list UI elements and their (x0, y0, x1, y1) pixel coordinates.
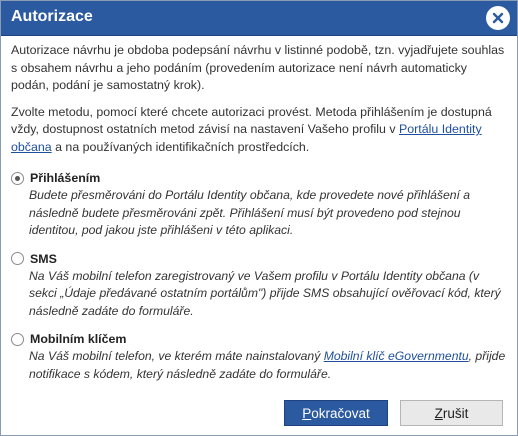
option-sms-label[interactable]: SMS (30, 251, 57, 266)
option-mobile-key-label[interactable]: Mobilním klíčem (30, 332, 127, 346)
option-login-label[interactable]: Přihlášením (30, 171, 101, 185)
dialog-content (11, 42, 505, 165)
close-icon (492, 12, 504, 24)
identity-portal-link[interactable]: Portálu Identity občana (11, 122, 482, 154)
cancel-button[interactable] (400, 400, 503, 426)
cancel-label-rest: rušit (442, 405, 469, 421)
option-sms-head[interactable] (11, 250, 507, 268)
continue-label-rest: okračovat (311, 405, 370, 421)
radio-sms[interactable] (11, 252, 24, 265)
option-mobile-key-description (29, 348, 507, 383)
option-login-head[interactable] (11, 169, 507, 187)
mobile-key-text-after-link: , přijde notifikace s kódem, který následně zadáte do formuláře. (29, 349, 506, 381)
intro-text-before-link: Zvolte metodu, pomocí které chcete autorizaci provést. Metoda přihlášením je dostupná vždy, dostupnost ostatních metod závisí na nastavení Vašeho profilu v (11, 104, 492, 136)
option-sms-description: Na Váš mobilní telefon zaregistrovaný ve Vašem profilu v Portálu Identity občana (v sekci „Údaje předávané ostatním portálům") přijde SMS obsahující ověřovací kód, který následně zadáte do formuláře. (29, 268, 501, 318)
continue-accesskey: P (302, 405, 312, 421)
dialog-titlebar (1, 1, 517, 36)
continue-button[interactable] (284, 400, 388, 426)
option-mobile-key-head[interactable] (11, 330, 507, 348)
mobile-key-link[interactable]: Mobilní klíč eGovernmentu (323, 349, 469, 363)
close-button[interactable] (486, 6, 510, 30)
option-mobile-key (11, 330, 507, 383)
intro-text-after-link: a na používaných identifikačních prostředcích. (51, 139, 310, 154)
dialog-title: Autorizace (11, 8, 93, 25)
option-sms (11, 250, 507, 321)
option-login-description: Budete přesměrováni do Portálu Identity občana, kde provedete nové přihlášení a následně budete přesměrováni zpět. Přihlášení musí být provedeno pod stejnou identitou, pod jakou jste přihlášeni v této aplikaci. (29, 188, 471, 237)
radio-login[interactable] (11, 172, 24, 185)
mobile-key-text-before-link: Na Váš mobilní telefon, ve kterém máte nainstalovaný (29, 349, 324, 363)
option-login (11, 169, 507, 240)
radio-mobile-key[interactable] (11, 333, 24, 346)
intro-paragraph-2 (11, 104, 505, 157)
intro-paragraph-1: Autorizace návrhu je obdoba podepsání návrhu v listinné podobě, tzn. vyjadřujete souhlas s obsahem návrhu a jeho podáním (provedením autorizace není návrh automaticky podán, podání je samostatný krok). (11, 43, 505, 92)
method-options (11, 169, 507, 393)
cancel-accesskey: Z (434, 405, 443, 421)
